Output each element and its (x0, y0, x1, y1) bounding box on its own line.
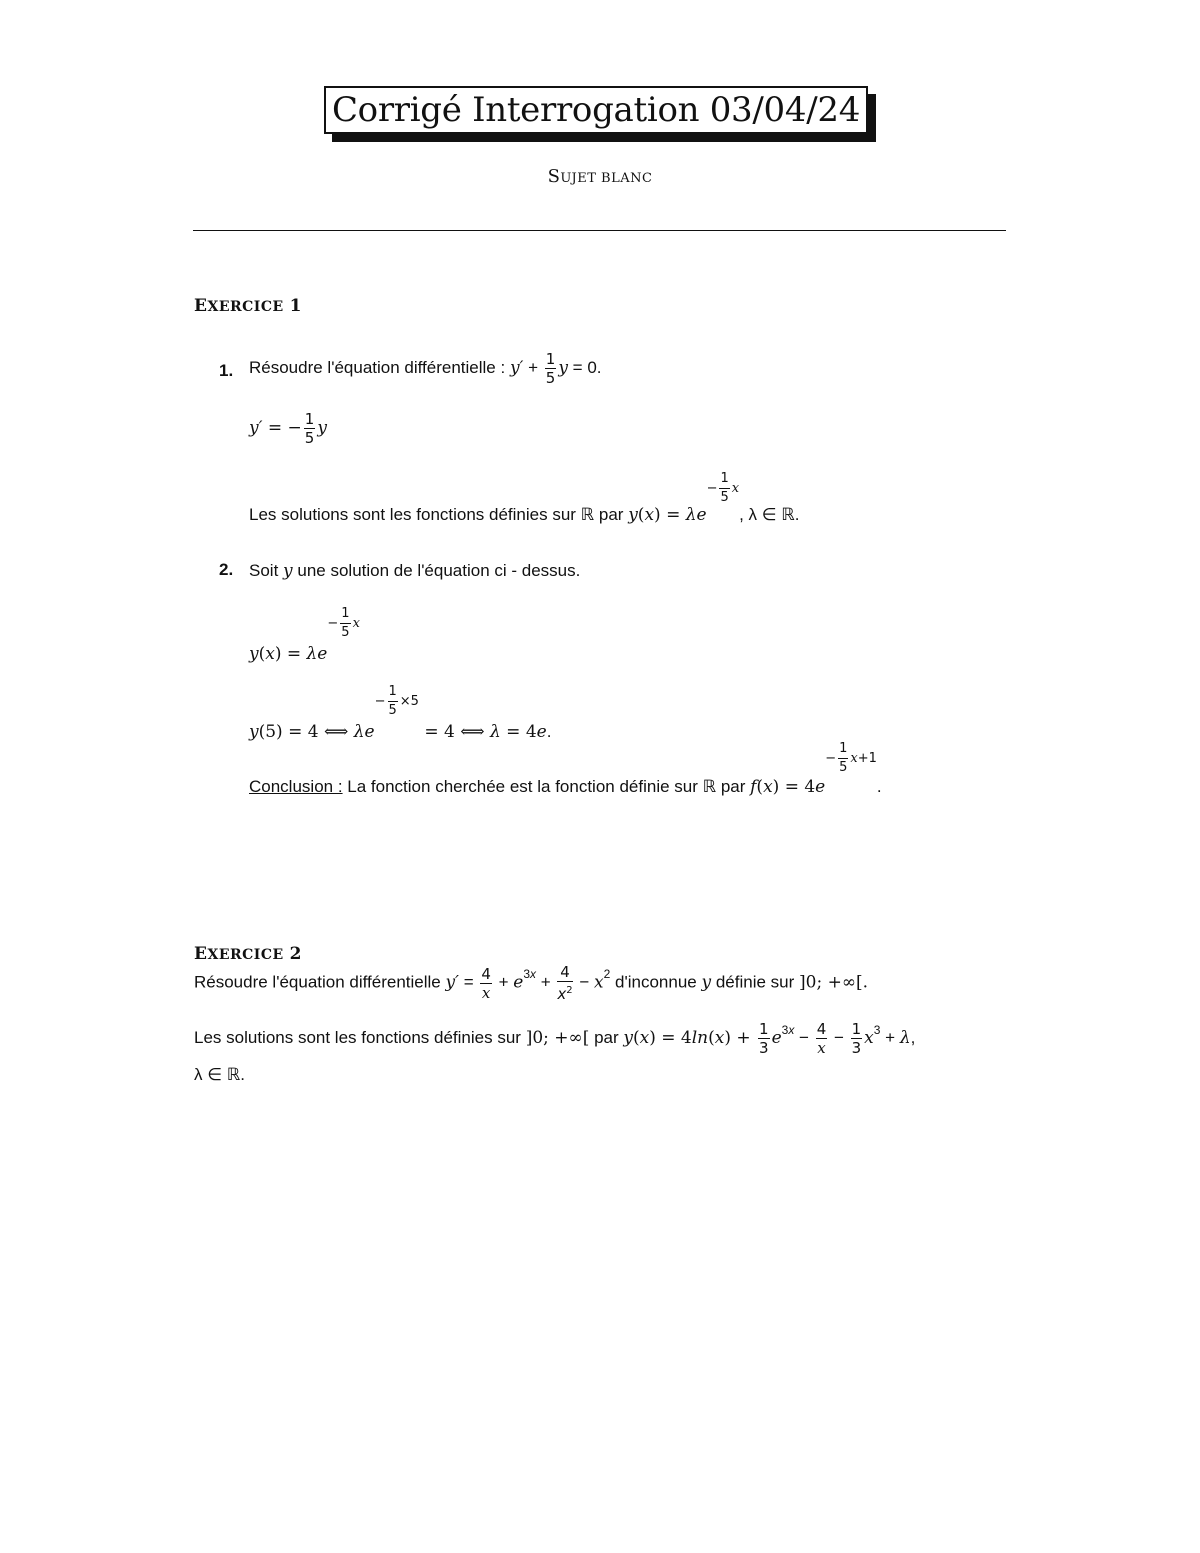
exercise-2-title: EXERCICE 2 (194, 944, 302, 964)
exercise-2-lambda: λ ∈ ℝ. (194, 1065, 245, 1084)
question-2-statement: Soit y une solution de l'équation ci - dessus. (249, 561, 581, 581)
question-1-step: y′ = − $\frac{1}{5}$ y (249, 410, 327, 447)
subtitle-rest: UJET BLANC (560, 171, 653, 186)
subtitle-initial: S (547, 166, 561, 187)
exercise-1-title: EXERCICE 1 (194, 296, 302, 316)
question-2-step-2: y(5) = 4 ⟺ λe− $\frac{1}{5}$ ×5 = 4 ⟺ λ = 4e. (249, 684, 552, 742)
question-2-number: 2. (219, 560, 234, 579)
question-2-step-1: y(x) = λe− $\frac{1}{5}$ x (249, 606, 360, 664)
question-2-conclusion: Conclusion : La fonction cherchée est la fonction définie sur ℝ par f(x) = 4e− $\frac{1}{5}$ x+1. (249, 741, 882, 797)
horizontal-rule (193, 230, 1006, 231)
subtitle (0, 166, 1200, 187)
question-1-solution: Les solutions sont les fonctions définies sur ℝ par y(x) = λe− $\frac{1}{5}$ x, λ ∈ ℝ. (249, 471, 800, 525)
title-frame (324, 86, 868, 134)
exercise-2-solutions: Les solutions sont les fonctions définies sur ]0; +∞[ par y(x) = 4ln(x) + $\frac{1}{3}$ $e^{3x}$ − $\frac{4}{x}$ − $\frac{1}{3}$ $x^3 + \lambda$, (194, 1020, 916, 1057)
exercise-2-statement: Résoudre l'équation différentielle y′ = $\frac{4}{x}$ + $e^{3x}$ + $\frac{4}{x^2}$ − $x^2$ d'inconnue y définie sur ]0; +∞[. (194, 963, 869, 1003)
document-title: Corrigé Interrogation 03/04/24 (324, 86, 868, 134)
question-1-number: 1. (219, 361, 234, 380)
question-1-statement: Résoudre l'équation différentielle : y′ + $\frac{1}{5}$ y = 0. (249, 350, 602, 387)
